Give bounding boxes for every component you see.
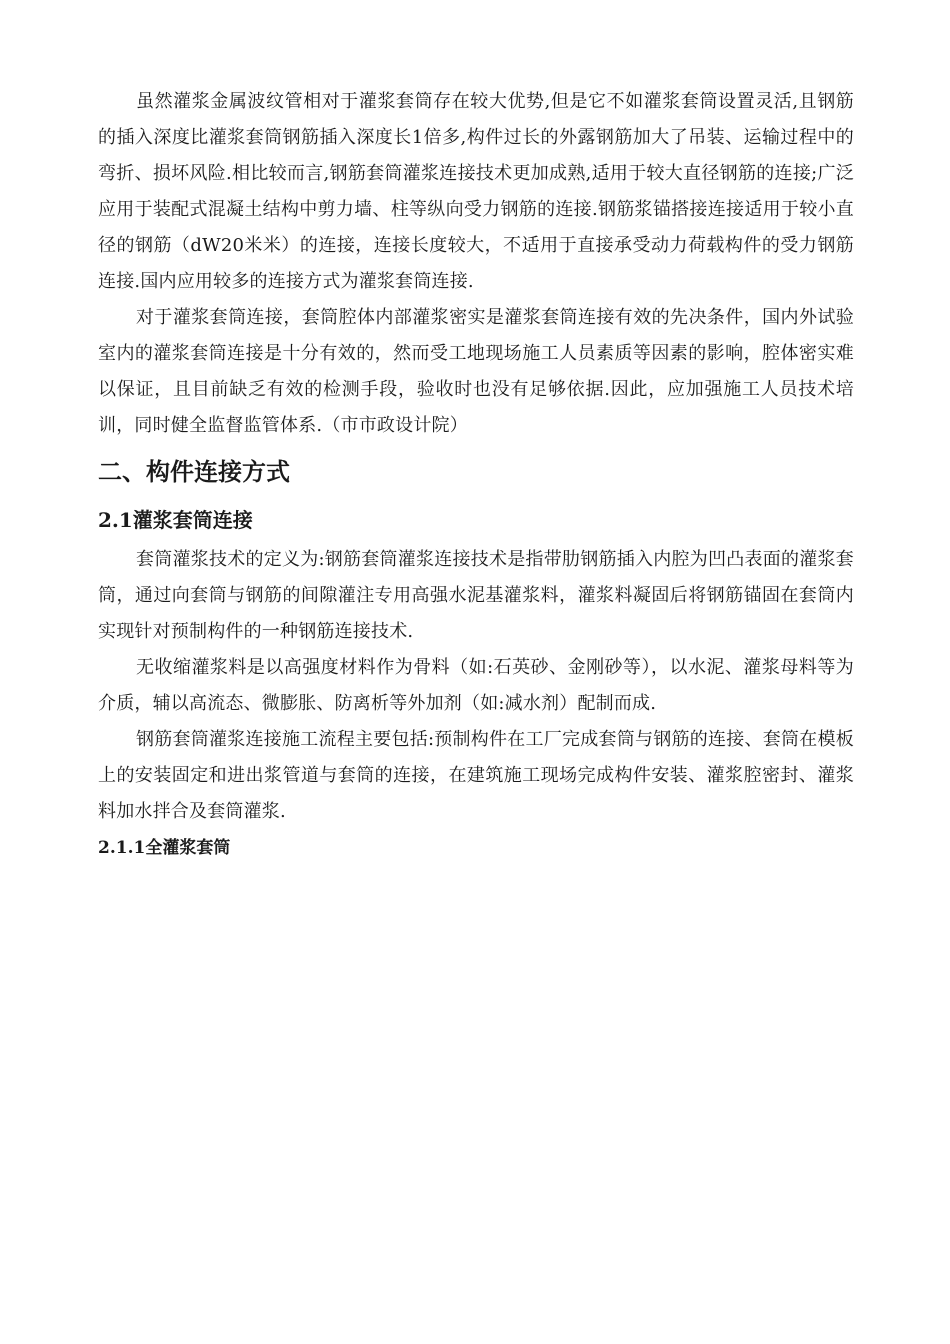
section-heading: 二、构件连接方式: [98, 458, 290, 486]
paragraph-sleeve-grouting-definition: 套筒灌浆技术的定义为:钢筋套筒灌浆连接技术是指带肋钢筋插入内腔为凹凸表面的灌浆套筒，通过向套筒与钢筋的间隙灌注专用高强水泥基灌浆料，灌浆料凝固后将钢筋锚固在套筒内实现针对预制构件的一种钢筋连接技术.: [98, 549, 854, 642]
paragraph-grouting-compactness: 对于灌浆套筒连接，套筒腔体内部灌浆密实是灌浆套筒连接有效的先决条件，国内外试验室内的灌浆套筒连接是十分有效的，然而受工地现场施工人员素质等因素的影响，腔体密实难以保证，且目前缺乏有效的检测手段，验收时也没有足够依据.因此，应加强施工人员技术培训，同时健全监督监管体系.（市市政设计院）: [98, 307, 854, 436]
document-body: [98, 84, 854, 866]
subsection-heading: 2.1灌浆套筒连接: [98, 508, 253, 532]
paragraph-corrugated-pipe-comparison: 虽然灌浆金属波纹管相对于灌浆套筒存在较大优势,但是它不如灌浆套筒设置灵活,且钢筋的插入深度比灌浆套筒钢筋插入深度长1倍多,构件过长的外露钢筋加大了吊装、运输过程中的弯折、损坏风险.相比较而言,钢筋套筒灌浆连接技术更加成熟,适用于较大直径钢筋的连接;广泛应用于装配式混凝土结构中剪力墙、柱等纵向受力钢筋的连接.钢筋浆锚搭接连接适用于较小直径的钢筋（dW20米米）的连接，连接长度较大，不适用于直接承受动力荷载构件的受力钢筋连接.国内应用较多的连接方式为灌浆套筒连接.: [98, 91, 854, 292]
paragraph-construction-process: 钢筋套筒灌浆连接施工流程主要包括:预制构件在工厂完成套筒与钢筋的连接、套筒在模板上的安装固定和进出浆管道与套筒的连接，在建筑施工现场完成构件安装、灌浆腔密封、灌浆料加水拌合及套筒灌浆.: [98, 729, 854, 822]
subsubsection-heading: 2.1.1全灌浆套筒: [98, 838, 231, 858]
paragraph-non-shrink-grout: 无收缩灌浆料是以高强度材料作为骨料（如:石英砂、金刚砂等），以水泥、灌浆母料等为介质，辅以高流态、微膨胀、防离析等外加剂（如:减水剂）配制而成.: [98, 657, 854, 714]
